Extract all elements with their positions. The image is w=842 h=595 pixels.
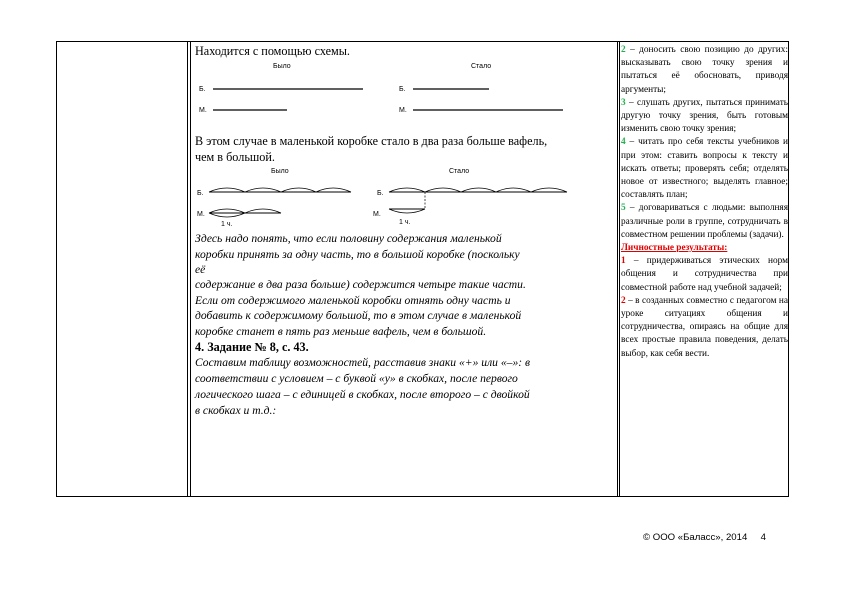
italic-line: Составим таблицу возможностей, расставив знаки «+» или «–»: в [195, 356, 531, 369]
personal-heading [621, 242, 788, 255]
section-heading: Личностные результаты: [621, 243, 728, 254]
item-text: – придерживаться этических норм общения и сотрудничества при совместной работе над учебной задачей; [621, 256, 788, 293]
italic-line: Здесь надо понять, что если половину содержания маленькой [195, 232, 502, 245]
result-item [621, 97, 788, 137]
scheme-row-b: Б. [199, 86, 206, 93]
result-item [621, 44, 788, 97]
italic-line: Если от содержимого маленькой коробки отнять одну часть и [195, 294, 511, 307]
item-number: 5 [621, 203, 626, 214]
italic-line: содержание в два раза больше) содержится четыре такие части. [195, 278, 526, 291]
result-item [621, 255, 788, 295]
scheme-part-label: 1 ч. [221, 221, 233, 228]
copyright: © ООО «Баласс», 2014 [643, 532, 748, 543]
scheme-arcs [389, 188, 567, 192]
table-column-empty [57, 42, 188, 496]
text-line: В этом случае в маленькой коробке стало в два раза больше вафель, [195, 134, 548, 148]
table-column-results [621, 44, 788, 496]
scheme-label-after: Стало [449, 168, 470, 175]
scheme-label-before: Было [273, 63, 291, 70]
scheme-row-b: Б. [377, 190, 384, 197]
table-column-main [191, 42, 619, 496]
scheme-part-label: 1 ч. [399, 219, 411, 226]
item-text: – слушать других, пытаться принимать другую точку зрения, быть готовым изменить свою точку зрения; [621, 97, 788, 135]
item-text: – договариваться с людьми: выполняя различные роли в группе, сотрудничать в совместном решении проблемы (задачи). [621, 203, 788, 240]
item-text: – доносить свою позицию до других: высказывать свою точку зрения и пытаться её обосновать, приводя аргументы; [621, 45, 788, 95]
italic-line: коробке станет в пять раз меньше вафель, чем в большой. [195, 325, 487, 338]
italic-line: её [195, 263, 206, 276]
italic-line: коробки принять за одну часть, то в большой коробке (поскольку [195, 248, 520, 261]
scheme-arcs [209, 209, 281, 213]
italic-line: логического шага – с единицей в скобках, после второго – с двойкой [195, 388, 530, 401]
result-item [621, 202, 788, 242]
scheme-diagram-2 [191, 164, 619, 230]
column-divider [619, 42, 620, 496]
italic-line: добавить к содержимому большой, то в этом случае в маленькой [195, 309, 522, 322]
text-line: чем в большой. [195, 150, 275, 164]
scheme-diagram-1 [191, 42, 619, 122]
scheme-row-b: Б. [399, 86, 406, 93]
scheme-row-b: Б. [197, 190, 204, 197]
scheme-row-m: М. [373, 211, 381, 218]
scheme-label-before: Было [271, 168, 289, 175]
page-footer [643, 532, 766, 543]
scheme-label-after: Стало [471, 63, 492, 70]
item-number: 2 [621, 295, 626, 306]
scheme-arcs [209, 213, 245, 217]
result-item [621, 136, 788, 202]
italic-line: в скобках и т.д.: [195, 404, 277, 417]
italic-line: соответствии с условием – с буквой «у» в скобках, после первого [195, 372, 518, 385]
scheme-arcs [209, 188, 351, 192]
scheme-row-m: М. [199, 107, 207, 114]
item-number: 3 [621, 97, 626, 108]
text-line: Находится с помощью схемы. [195, 44, 350, 58]
item-number: 4 [621, 137, 626, 148]
task-heading: 4. Задание № 8, с. 43. [195, 340, 309, 354]
scheme-arcs [389, 209, 425, 213]
page-number: 4 [760, 532, 766, 543]
scheme-row-m: М. [399, 107, 407, 114]
item-number: 2 [621, 45, 626, 55]
result-item [621, 295, 788, 361]
lesson-table [56, 41, 789, 497]
item-number: 1 [621, 256, 626, 267]
item-text: – в созданных совместно с педагогом на уроке ситуациях общения и сотрудничества, опираясь на общие для всех простые правила поведения, делать выбор, как себя вести. [621, 295, 788, 359]
scheme-row-m: М. [197, 211, 205, 218]
item-text: – читать про себя тексты учебников и при этом: ставить вопросы к тексту и искать ответы; проверять себя; отделять новое от известного; выделять главное; составлять план; [621, 137, 788, 201]
